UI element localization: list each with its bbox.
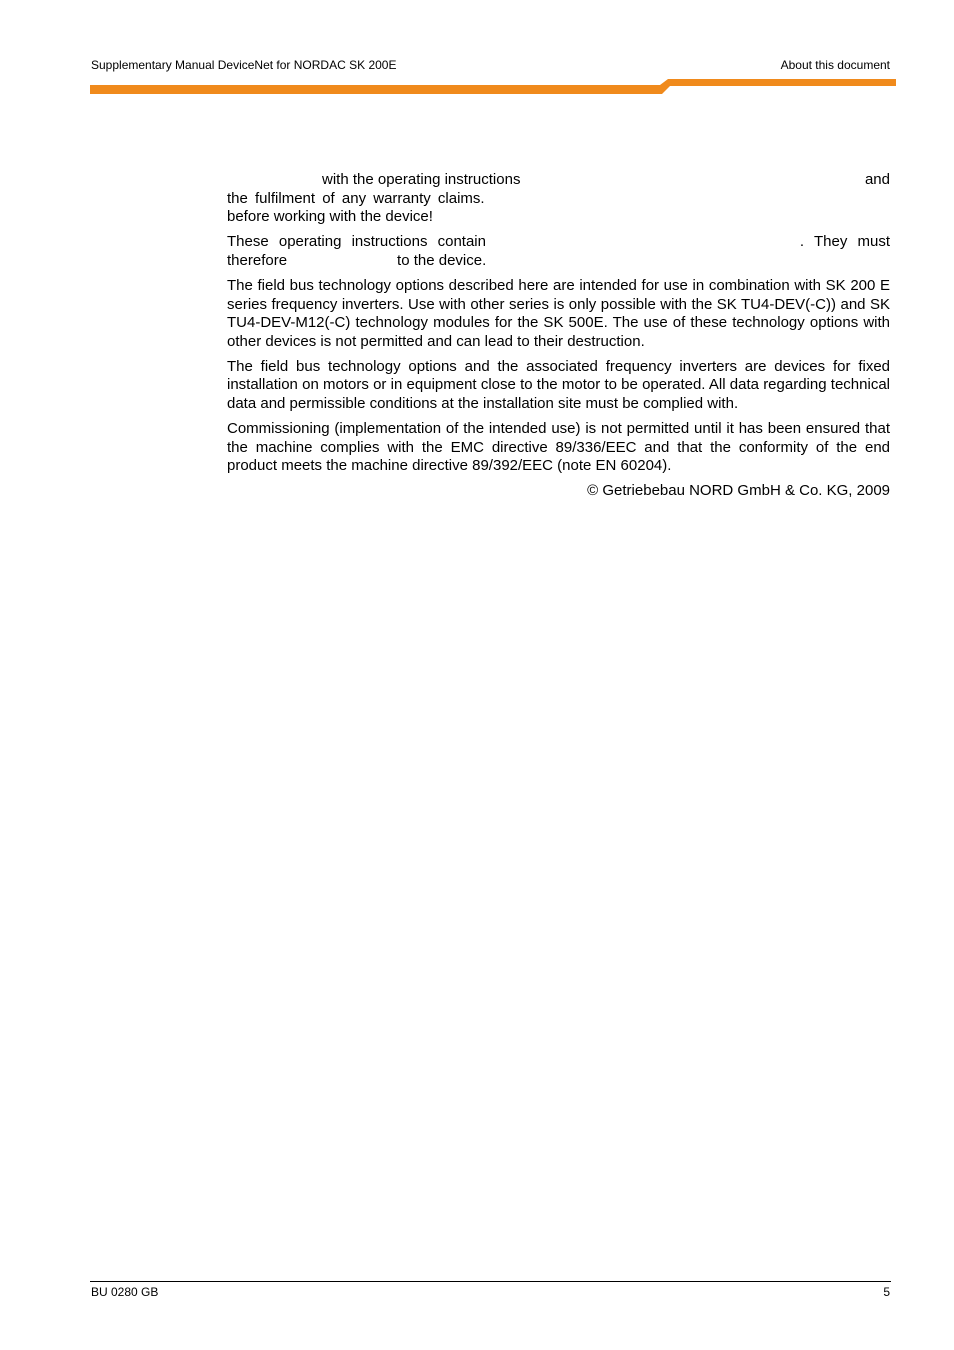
paragraph-fixed-installation: The field bus technology options and the associated frequency inverters are devices for fixed installation on motors or in equipment close to the motor to be operated. All data regarding technical data and permissible conditions at the installation site must be complied with. (227, 357, 890, 413)
copyright-notice: © Getriebebau NORD GmbH & Co. KG, 2009 (587, 482, 890, 500)
text-fragment: to the device. (397, 251, 487, 269)
text-fragment: and (864, 171, 890, 188)
document-code: BU 0280 GB (91, 1285, 159, 1299)
text-fragment: These operating instructions contain (227, 233, 486, 251)
text-fragment: the fulfilment of any warranty claims. (227, 189, 485, 207)
footer-divider (90, 1281, 891, 1282)
document-body (227, 171, 890, 508)
paragraph-instructions-contain (227, 233, 890, 270)
running-header-section: About this document (780, 58, 890, 72)
text-fragment: before working with the device! (227, 208, 433, 226)
page-number: 5 (883, 1285, 890, 1299)
text-fragment: . They must (799, 233, 890, 251)
running-header-title: Supplementary Manual DeviceNet for NORDAC SK 200E (91, 58, 397, 72)
text-fragment: with the operating instructions (322, 171, 521, 188)
paragraph-operating-instructions (227, 171, 890, 227)
paragraph-field-bus-usage: The field bus technology options described here are intended for use in combination with SK 200 E series frequency inverters. Use with other series is only possible with the SK TU4-DEV(-C)) and SK TU4-DEV-M12(-C) technology modules for the SK 500E. The use of these technology options with other devices is not permitted and can lead to their destruction. (227, 276, 890, 350)
text-fragment: therefore (227, 251, 288, 269)
header-accent-bar (90, 79, 896, 95)
paragraph-commissioning: Commissioning (implementation of the intended use) is not permitted until it has been ensured that the machine complies with the EMC directive 89/336/EEC and that the conformity of the end product meets the machine directive 89/392/EEC (note EN 60204). (227, 420, 890, 475)
